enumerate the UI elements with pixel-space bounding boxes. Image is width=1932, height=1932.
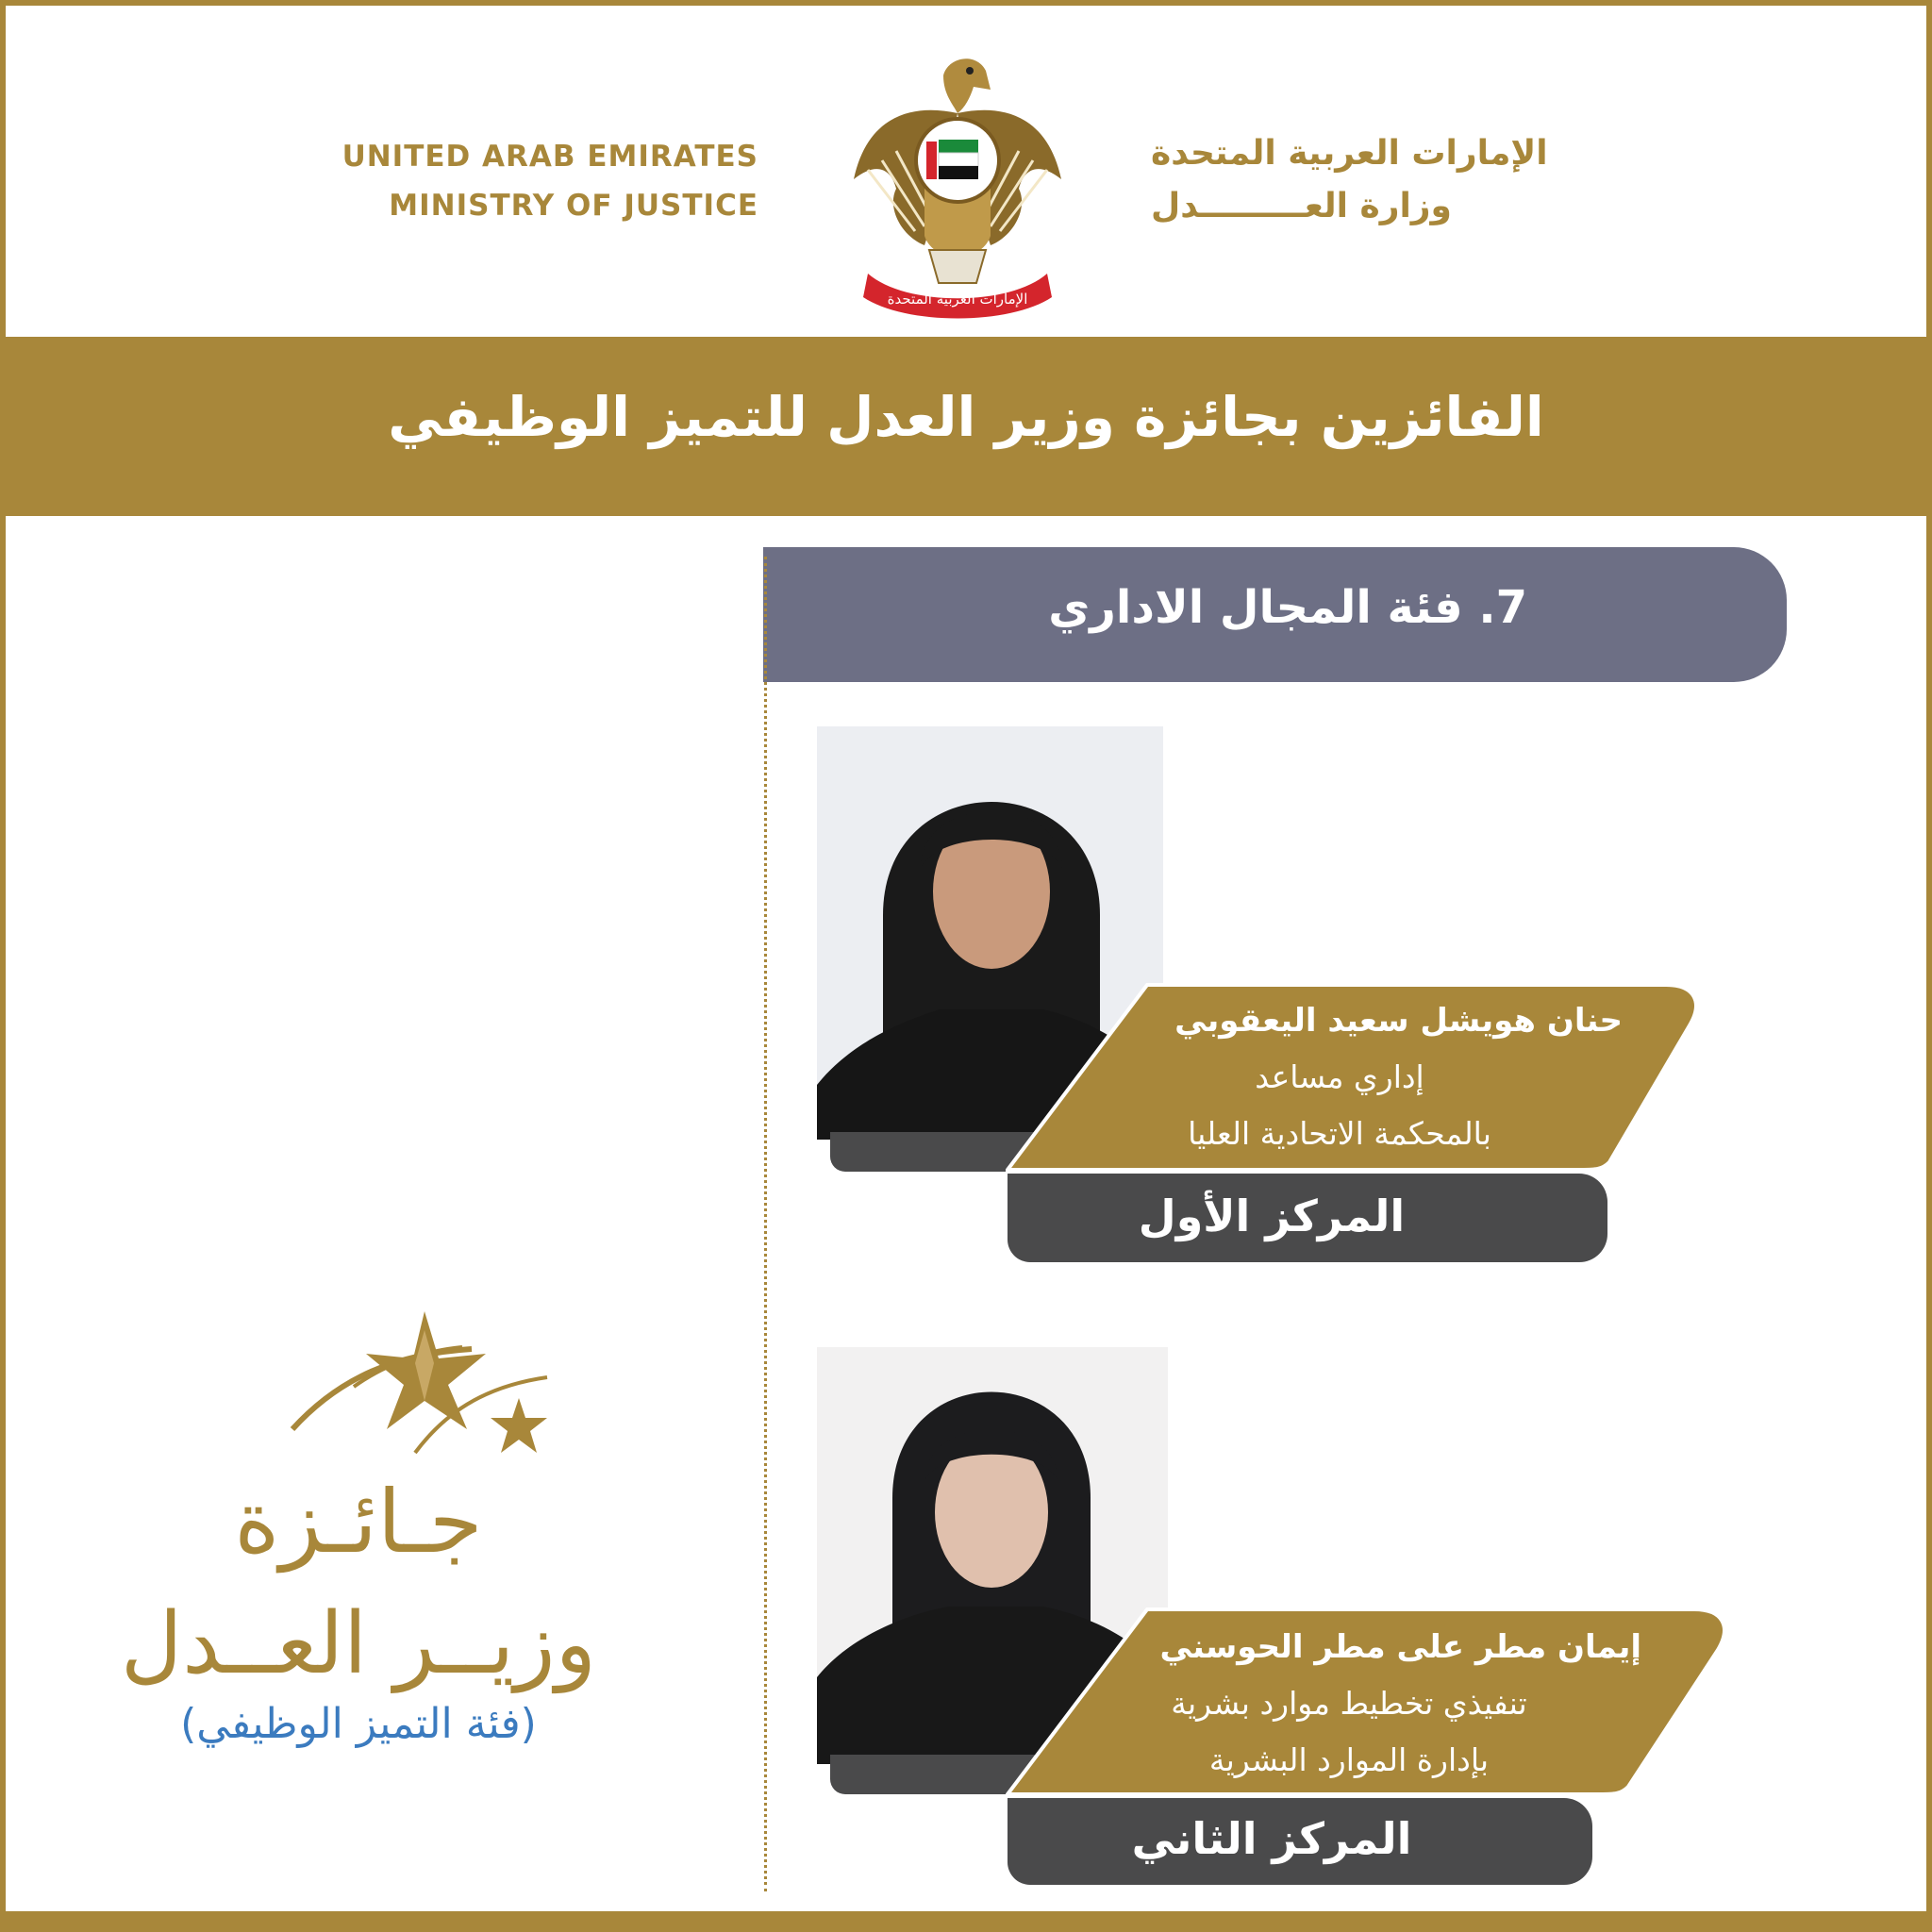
category-title: 7. فئة المجال الاداري: [1048, 581, 1527, 634]
dotted-divider: [764, 557, 767, 1891]
header-en-country: UNITED ARAB EMIRATES: [341, 140, 758, 174]
winner-1-rank: المركز الأول: [1138, 1191, 1406, 1241]
winner-2-rank: المركز الثاني: [1131, 1813, 1412, 1864]
emblem-ribbon-text: الإمارات العربية المتحدة: [887, 291, 1028, 308]
header-ar-ministry: وزارة العـــــــــدل: [1151, 187, 1452, 225]
shooting-stars-icon: [283, 1311, 566, 1472]
winner-1-department: بالمحكمة الاتحادية العليا: [1188, 1115, 1491, 1152]
award-logo-minister: وزيــر العــدل: [120, 1594, 597, 1693]
award-logo-word: جـائـزة: [234, 1472, 483, 1573]
header-en-ministry: MINISTRY OF JUSTICE: [389, 189, 758, 223]
winner-2-name: إيمان مطر على مطر الحوسني: [1159, 1628, 1641, 1666]
uae-falcon-emblem-icon: [849, 47, 1066, 321]
banner-title: الفائزين بجائزة وزير العدل للتميز الوظيفي: [388, 385, 1544, 449]
winner-2-role: تنفيذي تخطيط موارد بشرية: [1171, 1685, 1527, 1722]
winner-1-name: حنان هويشل سعيد اليعقوبي: [1174, 1002, 1623, 1040]
winner-2-department: بإدارة الموارد البشرية: [1208, 1741, 1490, 1778]
header-ar-country: الإمارات العربية المتحدة: [1151, 134, 1548, 173]
winner-1-role: إداري مساعد: [1255, 1058, 1424, 1095]
award-logo-category: (فئة التميز الوظيفي): [180, 1700, 537, 1748]
